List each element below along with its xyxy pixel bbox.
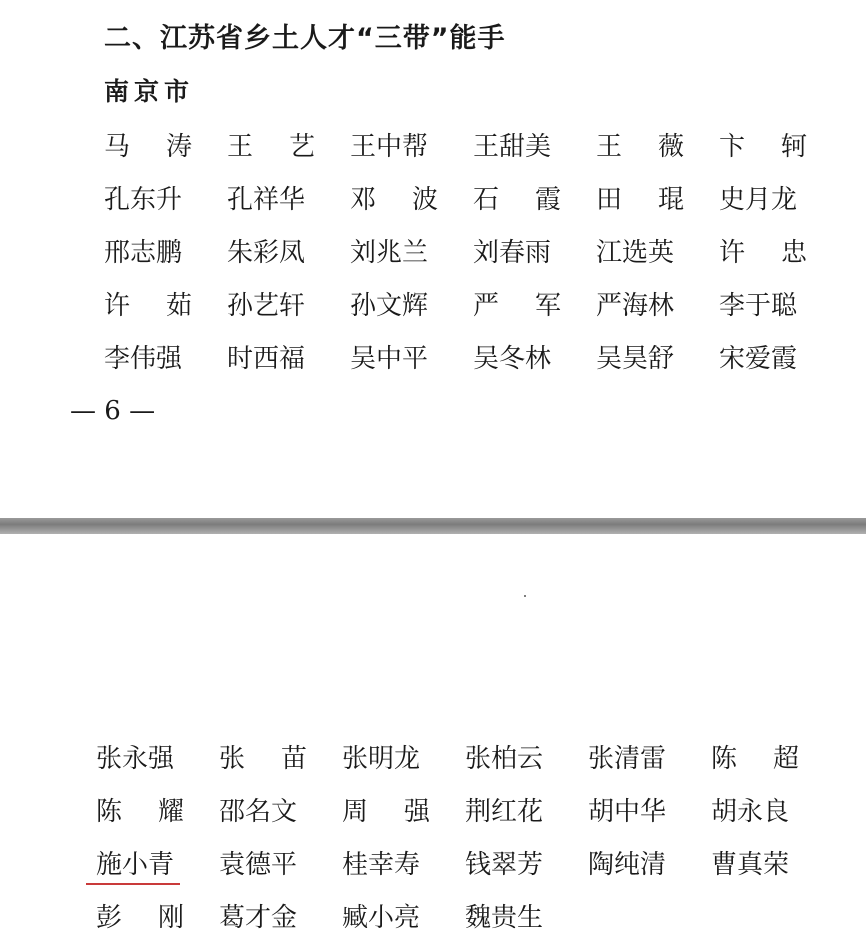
person-name-text: 王中帮 [350,132,429,162]
person-name [465,836,588,889]
person-name [465,889,588,942]
person-name-text: 葛才金 [219,903,298,933]
person-name-text: 孔东升 [104,185,183,215]
person-name [104,277,227,330]
person-name-text: 曹真荣 [711,850,790,880]
person-name [596,171,719,224]
person-name [596,224,719,277]
person-name-text: 孙文辉 [350,291,429,321]
person-name-text: 严海林 [596,291,675,321]
person-name-text: 严 军 [473,291,561,321]
person-name-text: 马 涛 [104,132,192,162]
person-name-text: 张明龙 [342,744,421,774]
person-name [596,330,719,383]
person-name [227,118,350,171]
name-row [104,330,842,383]
person-name-text: 张清雷 [588,744,667,774]
person-name-text: 王 薇 [596,132,684,162]
person-name [350,224,473,277]
person-name-text: 胡永良 [711,797,790,827]
person-name [473,118,596,171]
person-name [342,783,465,836]
person-name [342,836,465,889]
person-name-text: 李伟强 [104,344,183,374]
person-name [719,277,842,330]
person-name [219,836,342,889]
name-row [96,889,834,942]
city-label: 南京市 [104,77,195,106]
person-name-text: 邓 波 [350,185,438,215]
person-name-text: 桂幸寿 [342,850,421,880]
person-name-text: 彭 刚 [96,903,184,933]
person-name [711,783,834,836]
person-name-text: 卞 轲 [719,132,807,162]
person-name-text: 邵名文 [219,797,298,827]
person-name-text: 袁德平 [219,850,298,880]
person-name-text: 宋爱霞 [719,344,798,374]
person-name [711,730,834,783]
person-name [719,224,842,277]
person-name [465,730,588,783]
person-name [719,330,842,383]
person-name-text: 胡中华 [588,797,667,827]
person-name-text: 吴冬林 [473,344,552,374]
person-name [219,730,342,783]
person-name [342,889,465,942]
person-name [588,783,711,836]
person-name [473,277,596,330]
person-name-text: 朱彩凤 [227,238,306,268]
person-name-text: 李于聪 [719,291,798,321]
name-row [104,118,842,171]
person-name [719,171,842,224]
person-name-text: 陶纯清 [588,850,667,880]
page-number: — 6 — [70,396,156,426]
person-name [350,118,473,171]
name-row [96,836,834,889]
person-name-text: 吴中平 [350,344,429,374]
person-name [96,889,219,942]
person-name-text: 许 忠 [719,238,807,268]
name-row [104,277,842,330]
name-row [96,730,834,783]
person-name [473,330,596,383]
person-name-text: 王甜美 [473,132,552,162]
person-name [104,118,227,171]
person-name [227,277,350,330]
person-name [104,330,227,383]
person-name [227,330,350,383]
person-name [96,783,219,836]
person-name-text: 刘春雨 [473,238,552,268]
person-name [227,224,350,277]
person-name [596,277,719,330]
person-name-text: 张永强 [96,744,175,774]
person-name-text: 荆红花 [465,797,544,827]
person-name [473,224,596,277]
person-name-text: 臧小亮 [342,903,421,933]
page-divider [0,518,866,534]
person-name [588,730,711,783]
person-name-text: 孙艺轩 [227,291,306,321]
person-name [227,171,350,224]
name-row [104,171,842,224]
person-name-text: 周 强 [342,797,430,827]
person-name [219,783,342,836]
person-name-text: 张 苗 [219,744,307,774]
person-name [104,171,227,224]
person-name-text: 石 霞 [473,185,561,215]
person-name [711,836,834,889]
person-name [96,730,219,783]
name-grid-page1 [104,118,842,383]
person-name-text: 孔祥华 [227,185,306,215]
person-name-text: 施小青 [96,850,175,880]
scan-speck [524,595,526,597]
person-name-text: 钱翠芳 [465,850,544,880]
person-name-text: 陈 超 [711,744,799,774]
person-name-text: 许 茹 [104,291,192,321]
name-grid-page2 [96,730,834,942]
person-name-text: 江选英 [596,238,675,268]
person-name [350,171,473,224]
person-name [342,730,465,783]
person-name-text: 陈 耀 [96,797,184,827]
person-name-text: 张柏云 [465,744,544,774]
name-row [96,783,834,836]
person-name [104,224,227,277]
person-name-text: 魏贵生 [465,903,544,933]
name-row [104,224,842,277]
person-name [96,836,219,889]
red-underline-mark [86,883,180,885]
person-name-text: 田 琨 [596,185,684,215]
person-name [465,783,588,836]
person-name-text: 史月龙 [719,185,798,215]
person-name-text: 刘兆兰 [350,238,429,268]
person-name [588,836,711,889]
document-page-bottom [0,534,866,944]
person-name [219,889,342,942]
person-name [350,277,473,330]
person-name [596,118,719,171]
person-name-text: 王 艺 [227,132,315,162]
section-heading: 二、江苏省乡土人才“三带”能手 [104,23,506,54]
person-name [473,171,596,224]
person-name [350,330,473,383]
person-name [719,118,842,171]
person-name-text: 吴昊舒 [596,344,675,374]
person-name-text: 时西福 [227,344,306,374]
person-name-text: 邢志鹏 [104,238,183,268]
